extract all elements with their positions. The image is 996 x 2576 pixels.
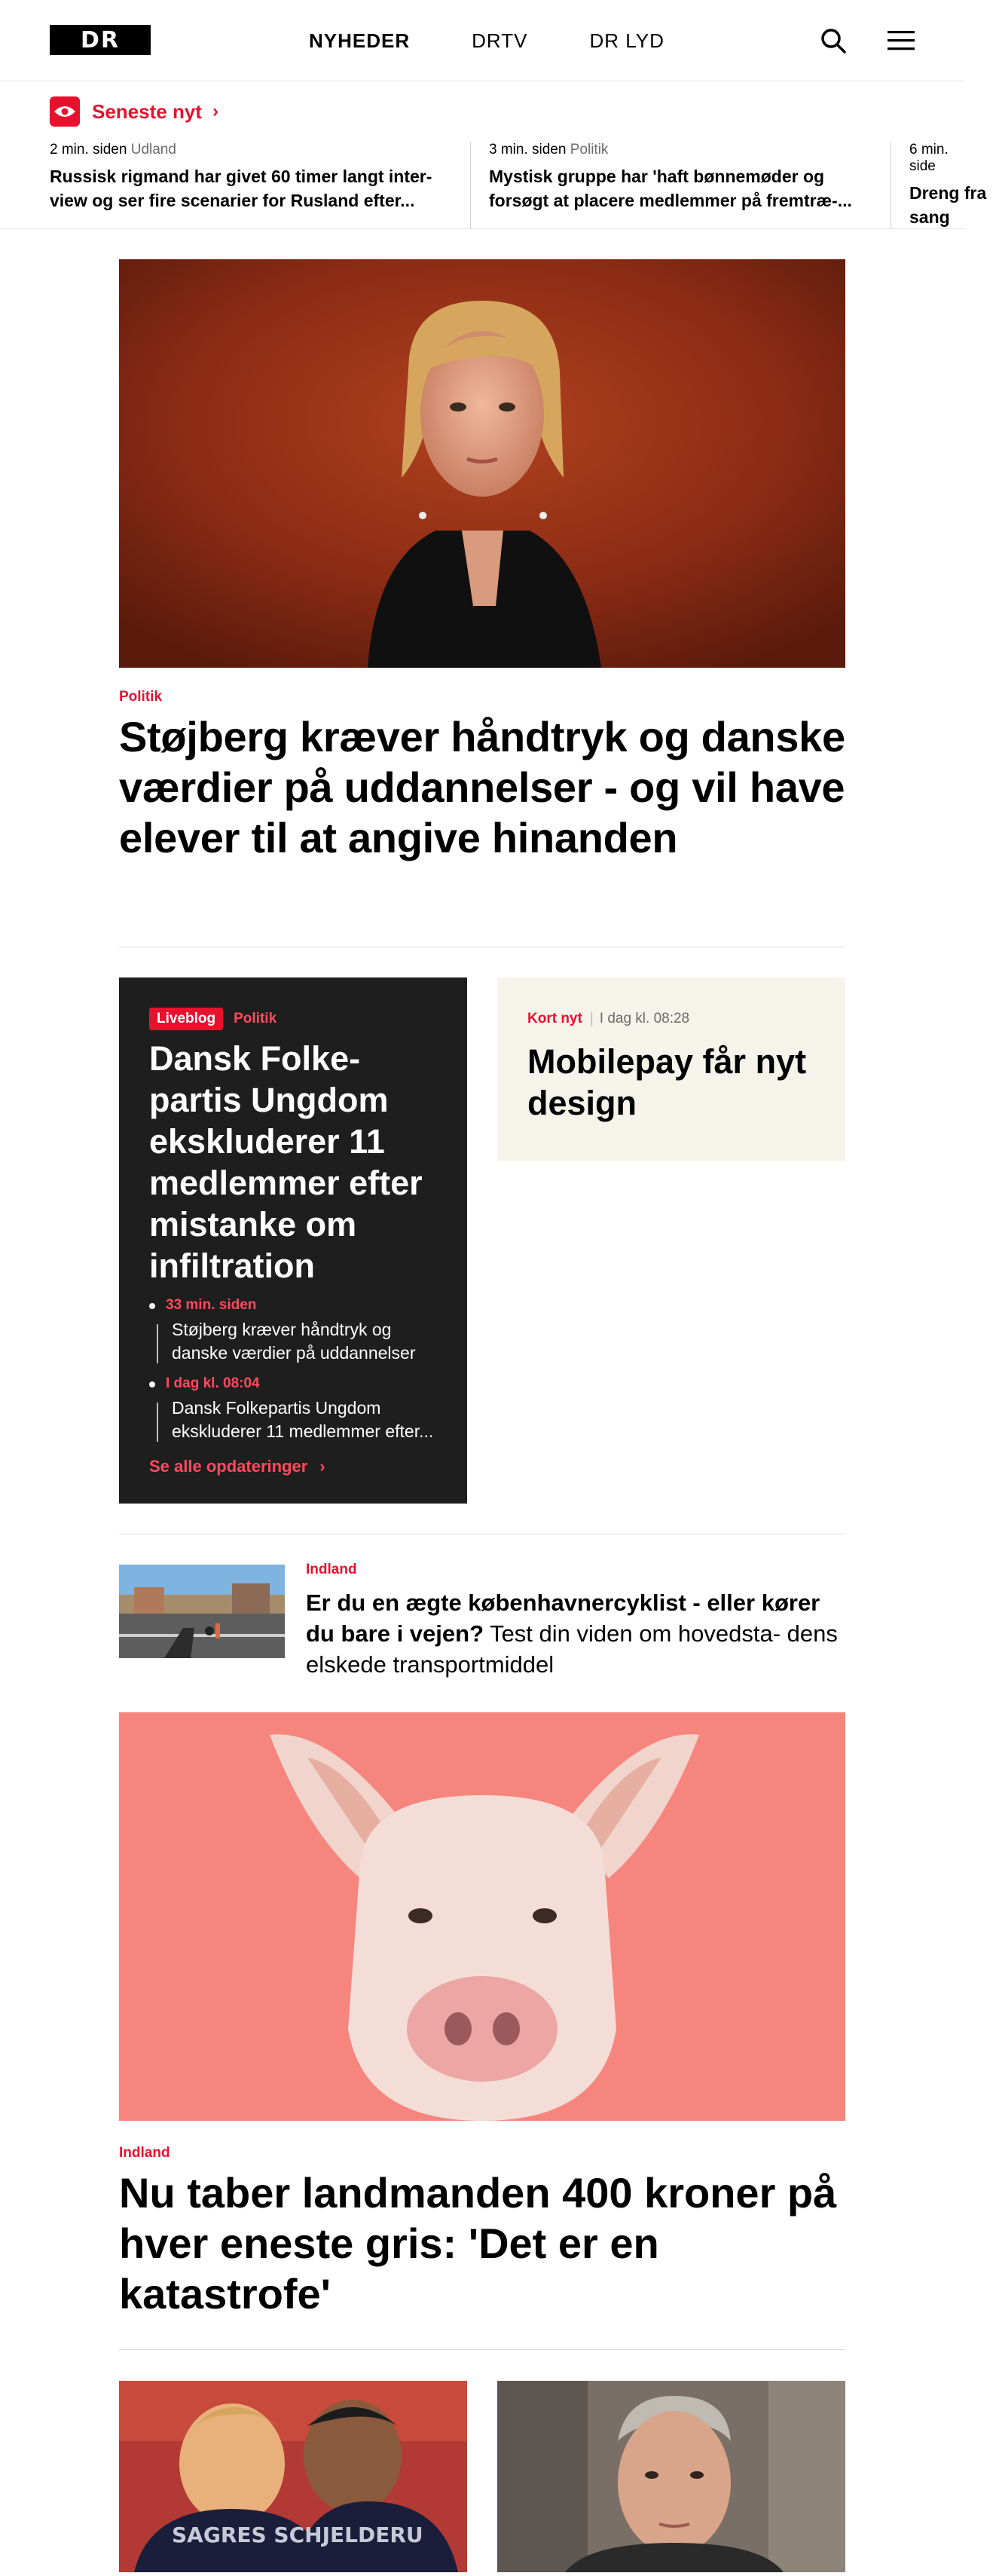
eye-icon (50, 96, 80, 127)
hero-portrait-image[interactable] (119, 259, 845, 668)
ticker-time: 3 min. siden (489, 142, 567, 158)
ticker-time: 6 min. side (909, 142, 949, 174)
nav-dr-lyd[interactable]: DR LYD (589, 29, 665, 52)
news-ticker (50, 142, 996, 229)
ticker-meta (50, 142, 452, 158)
ticker-item[interactable] (891, 142, 996, 229)
bike-article-text (306, 1562, 845, 1680)
liveblog-category: Politik (234, 1011, 277, 1026)
pig-headline-bold: Nu taber landmanden 400 kroner på hver eneste gris: (119, 2169, 837, 2267)
meta-separator: | (589, 1011, 594, 1026)
nav-nyheder[interactable]: NYHEDER (309, 29, 411, 52)
ticker-category: Udland (130, 142, 176, 158)
football-players-image[interactable] (119, 2381, 467, 2572)
see-all-label: Se alle opdateringer (149, 1457, 308, 1476)
dr-logo[interactable] (50, 25, 151, 55)
ticker-title: Dreng fra sang (909, 183, 987, 227)
site-header (0, 0, 964, 81)
hero-kicker[interactable]: Politik (119, 689, 163, 705)
update-time: 33 min. siden (166, 1297, 257, 1313)
update-time: I dag kl. 08:04 (166, 1375, 260, 1391)
bike-kicker[interactable]: Indland (306, 1562, 357, 1577)
ticker-time: 2 min. siden (50, 142, 127, 158)
liveblog-card[interactable] (119, 977, 467, 1504)
liveblog-update[interactable] (149, 1297, 437, 1365)
short-news-headline[interactable]: Mobilepay får nyt design (527, 1042, 807, 1122)
divider (119, 2349, 845, 2350)
hero-headline[interactable]: Støjberg kræver håndtryk og danske værdier på uddannelser - og vil have elever til at angive hinanden (119, 713, 845, 861)
pig-kicker[interactable]: Indland (119, 2145, 170, 2161)
ticker-meta (489, 142, 872, 158)
bike-article[interactable] (119, 1562, 845, 1682)
short-news-time: I dag kl. 08:28 (599, 1011, 690, 1026)
pig-headline[interactable] (119, 2168, 845, 2319)
bike-headline-rest: Test din viden om hovedsta- dens elskede transportmiddel (306, 1620, 838, 1678)
search-icon[interactable] (818, 26, 848, 56)
pig-headline-rest: 'Det er en katastrofe' (119, 2220, 659, 2317)
short-news-meta (527, 1011, 815, 1027)
chevron-right-icon: › (212, 101, 218, 121)
ticker-meta (909, 142, 978, 175)
main-nav (309, 0, 726, 81)
man-portrait-image[interactable] (497, 2381, 845, 2572)
hamburger-menu-icon[interactable] (886, 26, 916, 56)
jersey-text: SAGRES SCHJELDERU (172, 2522, 423, 2547)
bike-headline-bold: Er du en ægte københavnercyklist - eller kører du bare i vejen? (306, 1589, 820, 1647)
liveblog-updates (149, 1297, 437, 1443)
chevron-right-icon: › (319, 1457, 325, 1476)
logo-text: DR (80, 26, 120, 54)
latest-news-header[interactable] (50, 96, 218, 127)
ticker-title: Russisk rigmand har givet 60 timer langt inter- view og ser fire scenarier for Rusland efter... (50, 167, 432, 210)
latest-news-strip (0, 81, 987, 229)
update-text: Støjberg kræver håndtryk og danske værdier på uddannelser (172, 1320, 416, 1363)
liveblog-badges (149, 1008, 437, 1030)
ticker-item[interactable] (50, 142, 470, 229)
liveblog-badge: Liveblog (149, 1008, 223, 1030)
nav-drtv[interactable]: DRTV (472, 29, 528, 52)
ticker-item[interactable] (470, 142, 891, 229)
ticker-category: Politik (570, 142, 609, 158)
liveblog-update[interactable] (149, 1375, 437, 1443)
pig-image[interactable] (119, 1712, 845, 2121)
short-news-label: Kort nyt (527, 1011, 582, 1026)
latest-news-label: Seneste nyt (92, 99, 202, 123)
liveblog-headline[interactable]: Dansk Folke- partis Ungdom ekskluderer 11 medlemmer efter mistanke om infiltration (149, 1039, 423, 1285)
short-news-card[interactable] (497, 977, 845, 1161)
bike-headline[interactable] (306, 1587, 845, 1680)
see-all-updates-link[interactable] (149, 1457, 437, 1476)
bike-thumbnail-image[interactable] (119, 1565, 285, 1658)
update-text: Dansk Folkepartis Ungdom ekskluderer 11 medlemmer efter... (172, 1398, 434, 1441)
ticker-title: Mystisk gruppe har 'haft bønnemøder og forsøgt at placere medlemmer på fremtræ-... (489, 167, 852, 210)
